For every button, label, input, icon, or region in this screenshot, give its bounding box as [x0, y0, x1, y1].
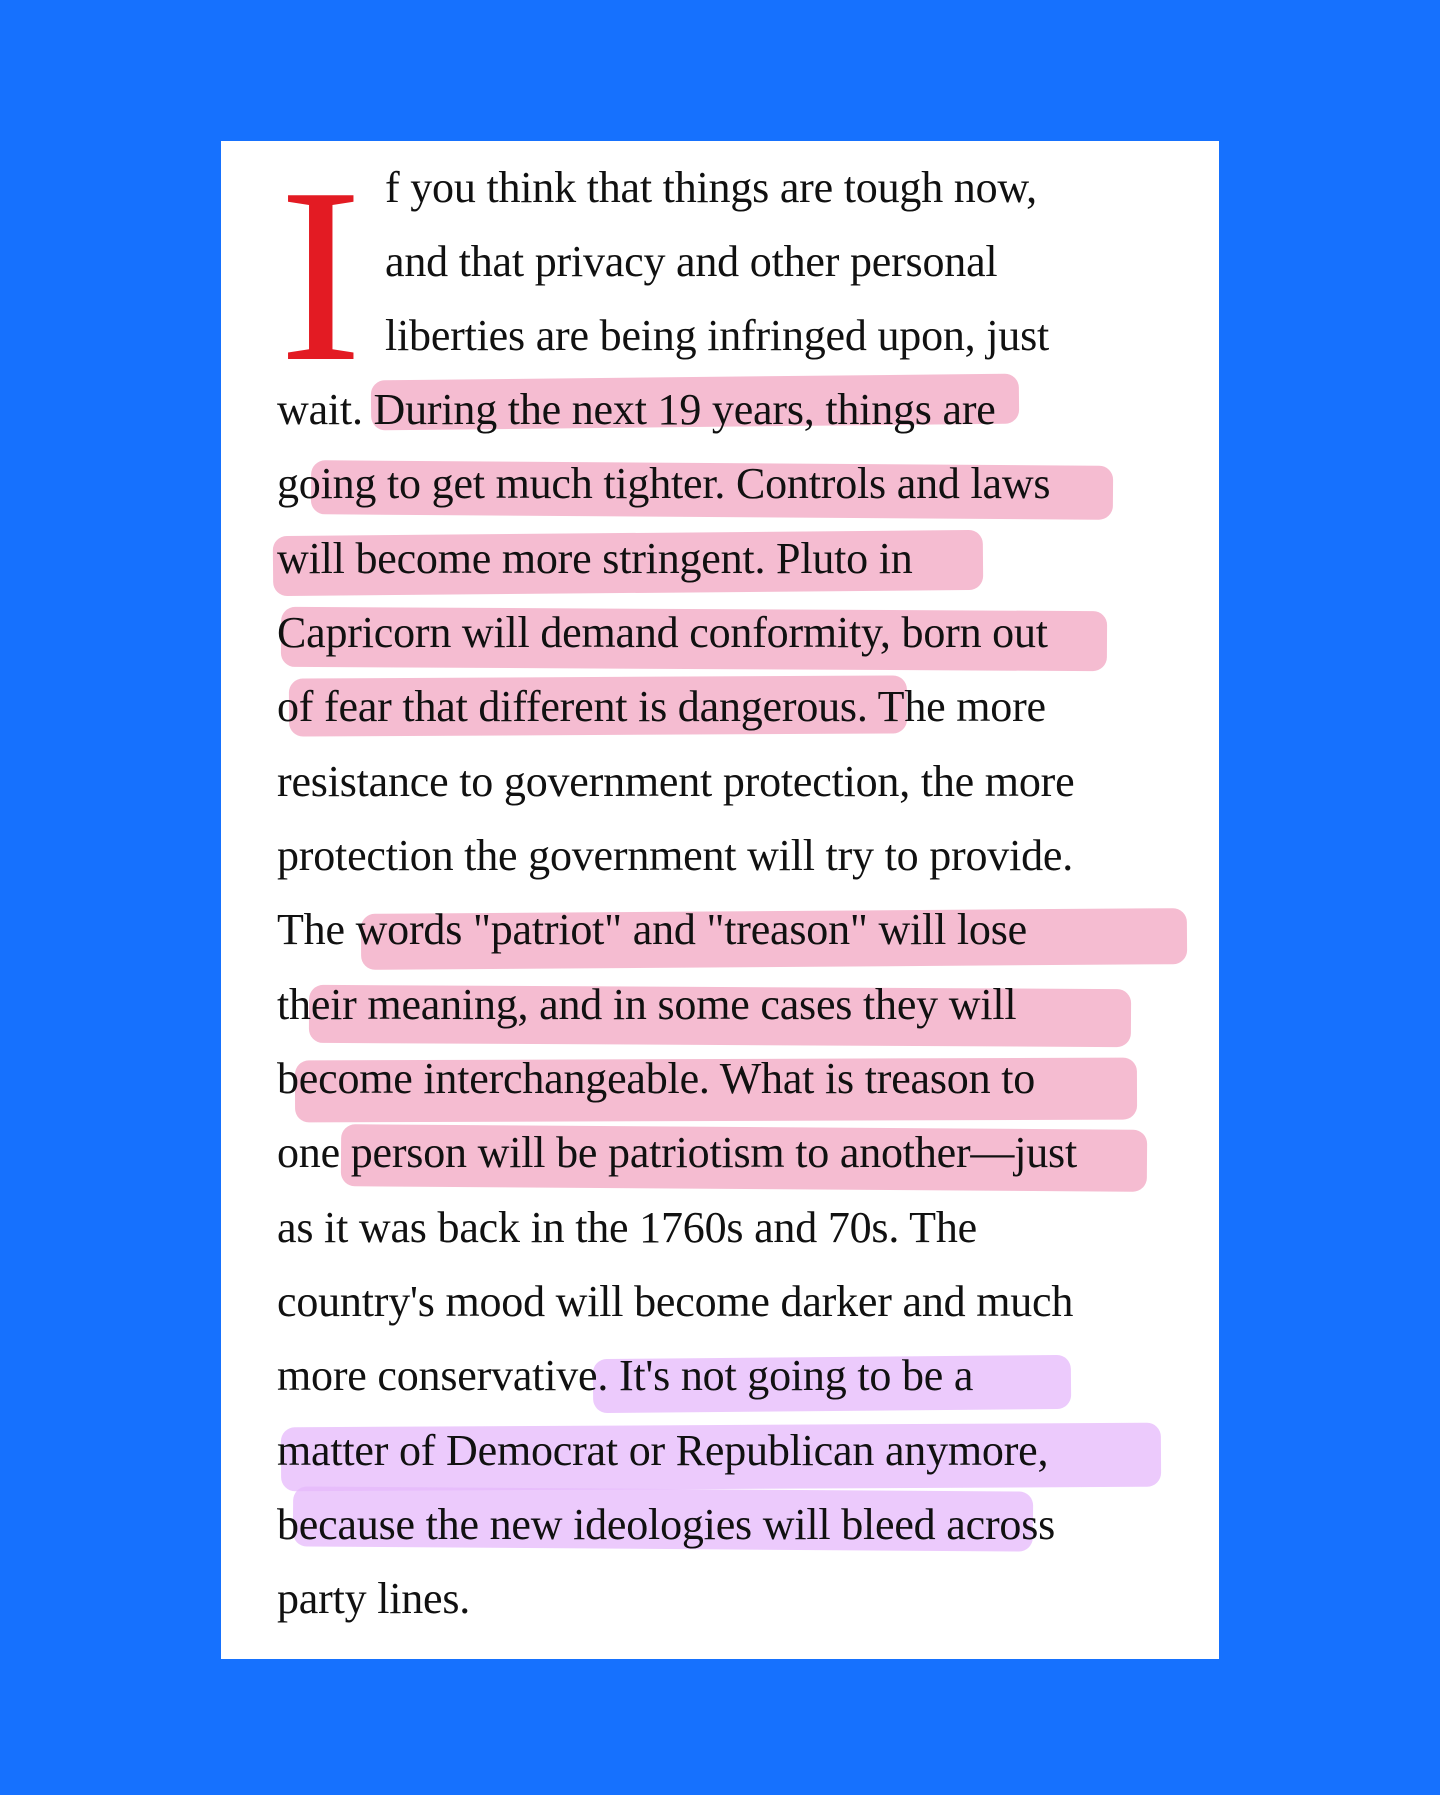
text-line: matter of Democrat or Republican anymore, — [277, 1426, 1049, 1475]
text-line: become interchangeable. What is treason to — [277, 1054, 1036, 1103]
text-line: protection the government will try to provide. — [277, 831, 1074, 880]
text-line: of fear that different is dangerous. The more — [277, 682, 1046, 731]
text-line: because the new ideologies will bleed across — [277, 1500, 1056, 1549]
text-line: as it was back in the 1760s and 70s. The — [277, 1203, 977, 1252]
text-line: going to get much tighter. Controls and laws — [277, 459, 1051, 508]
article-card — [221, 137, 1219, 1659]
text-line: liberties are being infringed upon, just — [385, 311, 1050, 360]
drop-cap: I — [279, 137, 363, 414]
text-line: resistance to government protection, the more — [277, 757, 1075, 806]
text-line: and that privacy and other personal — [385, 237, 998, 286]
text-line: party lines. — [277, 1574, 471, 1623]
text-line: wait. During the next 19 years, things are — [277, 385, 996, 434]
text-line: their meaning, and in some cases they will — [277, 980, 1017, 1029]
text-line: The words "patriot" and "treason" will lose — [277, 905, 1027, 954]
text-line: f you think that things are tough now, — [385, 163, 1037, 212]
text-line: more conservative. It's not going to be a — [277, 1351, 974, 1400]
text-line: one person will be patriotism to another—just — [277, 1128, 1077, 1177]
text-line: country's mood will become darker and much — [277, 1277, 1074, 1326]
text-line: will become more stringent. Pluto in — [277, 534, 913, 583]
text-line: Capricorn will demand conformity, born out — [277, 608, 1048, 657]
